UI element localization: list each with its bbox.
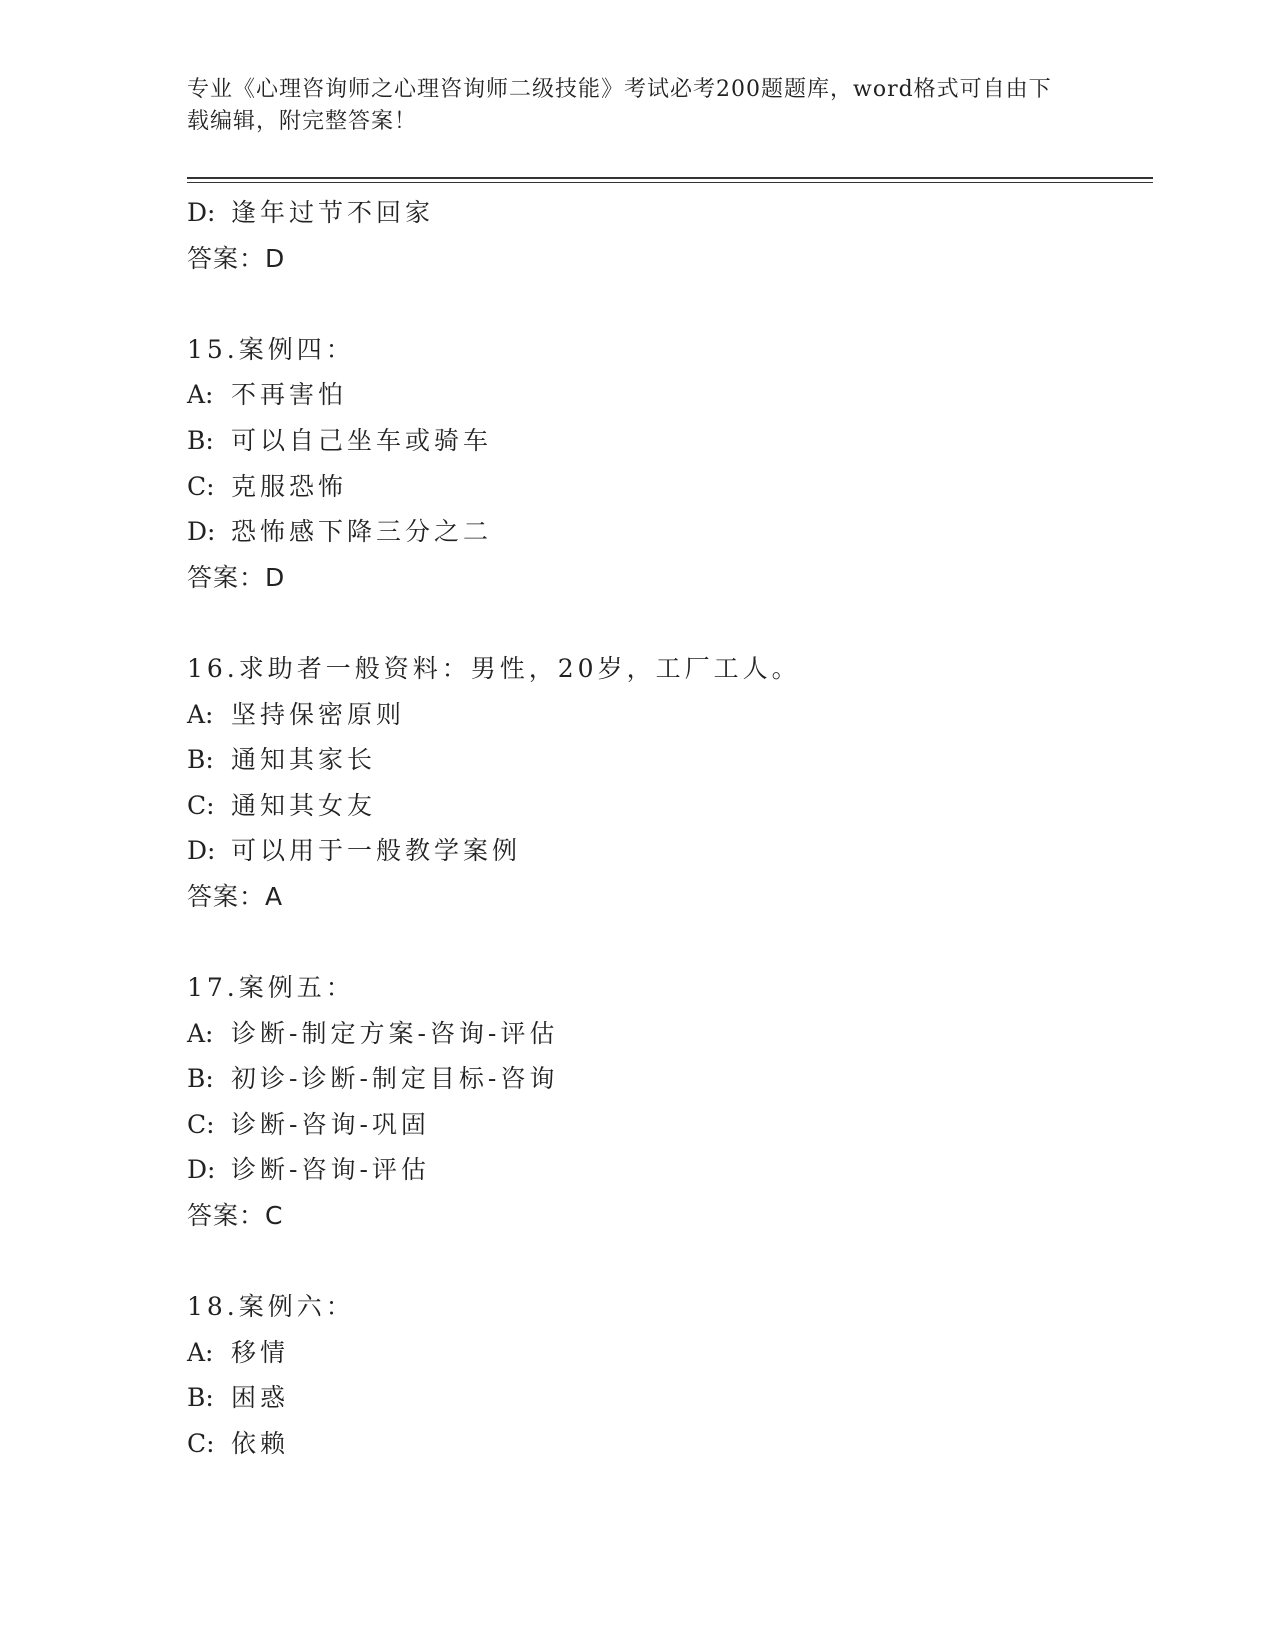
option-label: A: — [187, 380, 214, 410]
option-c — [187, 1102, 1147, 1148]
option-text: 困惑 — [231, 1383, 290, 1413]
option-label: B: — [187, 1383, 214, 1413]
option-text: 克服恐怖 — [231, 471, 348, 501]
option-label: A: — [187, 1337, 214, 1367]
option-c — [187, 464, 1147, 510]
option-text: 不再害怕 — [231, 380, 348, 410]
spacer — [187, 1239, 1147, 1285]
question-18: 18.案例六： — [187, 1292, 355, 1322]
option-text: 初诊-诊断-制定目标-咨询 — [231, 1064, 559, 1094]
option-a — [187, 1011, 1147, 1057]
option-label: D: — [187, 517, 216, 547]
answer-line: 答案：D — [187, 243, 286, 273]
option-text: 通知其女友 — [231, 790, 377, 820]
document-header: 专业《心理咨询师之心理咨询师二级技能》考试必考200题题库，word格式可自由下载编辑，附完整答案！ — [187, 77, 1052, 134]
spacer — [187, 920, 1147, 966]
option-text: 移情 — [231, 1337, 290, 1367]
option-c — [187, 783, 1147, 829]
question-16: 16.求助者一般资料：男性，20岁，工厂工人。 — [187, 653, 801, 683]
option-label: C: — [187, 1429, 215, 1459]
option-label: B: — [187, 1064, 214, 1094]
question-15: 15.案例四： — [187, 334, 355, 364]
option-label: C: — [187, 471, 215, 501]
option-a — [187, 692, 1147, 738]
option-label: D: — [187, 1155, 216, 1185]
option-text: 恐怖感下降三分之二 — [231, 517, 493, 547]
option-a — [187, 1330, 1147, 1376]
option-text: 诊断-咨询-评估 — [231, 1155, 430, 1185]
option-d — [187, 509, 1147, 555]
header-divider-thick — [187, 177, 1153, 179]
option-d — [187, 1147, 1147, 1193]
option-text: 逢年过节不回家 — [231, 198, 435, 227]
option-text: 可以自己坐车或骑车 — [231, 425, 493, 455]
option-label: D: — [187, 198, 216, 227]
option-text: 依赖 — [231, 1429, 290, 1459]
option-label: B: — [187, 745, 214, 775]
question-list — [187, 190, 1147, 1467]
answer-line: 答案：D — [187, 562, 286, 592]
option-label: C: — [187, 790, 215, 820]
option-b — [187, 418, 1147, 464]
option-label: A: — [187, 699, 214, 729]
option-text: 通知其家长 — [231, 745, 377, 775]
option-text: 诊断-咨询-巩固 — [231, 1109, 430, 1139]
option-d — [187, 828, 1147, 874]
option-b — [187, 1056, 1147, 1102]
option-c — [187, 1421, 1147, 1467]
option-b — [187, 1375, 1147, 1421]
option-a — [187, 372, 1147, 418]
option-text: 坚持保密原则 — [231, 699, 406, 729]
option-text: 诊断-制定方案-咨询-评估 — [231, 1018, 559, 1048]
header-divider-thin — [187, 182, 1153, 183]
option-text: 可以用于一般教学案例 — [231, 836, 522, 866]
option-label: A: — [187, 1018, 214, 1048]
option-label: D: — [187, 836, 216, 866]
answer-line: 答案：C — [187, 1201, 284, 1231]
answer-line: 答案：A — [187, 881, 284, 911]
option-label: B: — [187, 425, 214, 455]
spacer — [187, 281, 1147, 327]
question-17: 17.案例五： — [187, 973, 355, 1003]
option-b — [187, 737, 1147, 783]
option-label: C: — [187, 1109, 215, 1139]
spacer — [187, 600, 1147, 646]
option-d — [187, 190, 1147, 236]
